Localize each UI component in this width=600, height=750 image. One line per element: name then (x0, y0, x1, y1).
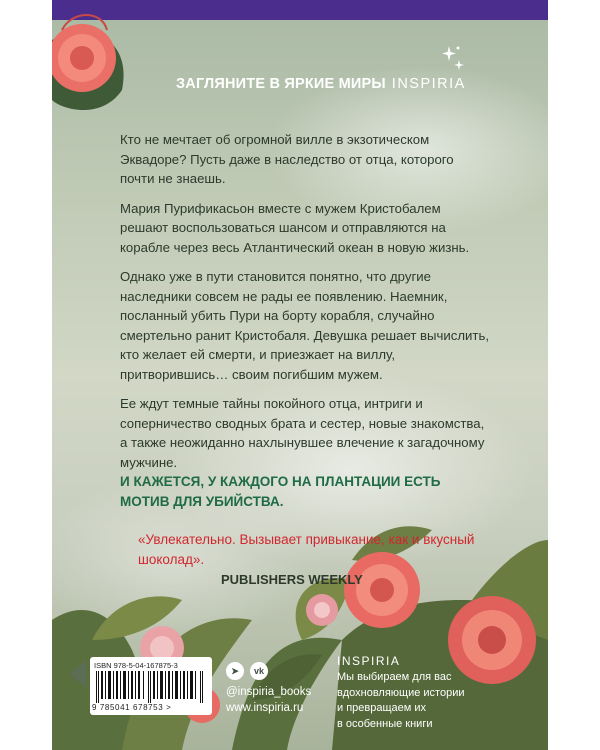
annotation-text (120, 130, 490, 482)
imprint-name: INSPIRIA (337, 654, 401, 668)
imprint-line-2: вдохновляющие истории (337, 686, 465, 699)
barcode-panel (90, 657, 212, 715)
annotation-paragraph-2: Мария Пурификасьон вместе с мужем Кристобалем решают воспользоваться шансом и отправляются на корабле через весь Атлантический океан в новую жизнь. (120, 200, 470, 255)
book-back-cover (52, 0, 548, 750)
vk-icon: vk (250, 662, 268, 680)
barcode (94, 671, 206, 703)
top-flower (52, 15, 124, 110)
website: www.inspiria.ru (226, 702, 304, 714)
imprint-description (337, 670, 507, 732)
annotation-paragraph-1: Кто не мечтает об огромной вилле в экзотическом Эквадоре? Пусть даже в наследство от отца, которого почти не знаешь. (120, 132, 454, 186)
review-quote: «Увлекательно. Вызывает привыкание, как и вкусный шоколад». (138, 532, 475, 567)
headline-brand: INSPIRIA (391, 76, 466, 92)
sparkle-icon (440, 44, 466, 74)
tagline: И КАЖЕТСЯ, У КАЖДОГО НА ПЛАНТАЦИИ ЕСТЬ МОТИВ ДЛЯ УБИЙСТВА. (120, 474, 441, 509)
headline-text: ЗАГЛЯНИТЕ В ЯРКИЕ МИРЫ (176, 76, 386, 92)
telegram-icon: ➤ (226, 662, 244, 680)
annotation-paragraph-4: Ее ждут темные тайны покойного отца, интриги и соперничество сводных брата и сестер, новые знакомства, а также неожиданно нахлынувшее влечение к загадочному мужчине. (120, 396, 485, 470)
social-handle: @inspiria_books (226, 686, 312, 698)
annotation-paragraph-3: Однако уже в пути становится понятно, что другие наследники совсем не рады ее появлению. Наемник, посланный убить Пури на борту корабля, случайно смертельно ранит Кристобаля. Девушка решает вычислить, кто желает ей смерти, и приезжает на виллу, притворившись… своим погибшим мужем. (120, 269, 489, 382)
imprint-line-4: в особенные книги (337, 717, 433, 730)
cover-flap-tab (70, 660, 86, 688)
imprint-line-3: и превращаем их (337, 702, 427, 714)
ean-digits: 9 785041 678753 > (92, 703, 172, 712)
imprint-line-1: Мы выбираем для вас (337, 671, 452, 683)
review-source: PUBLISHERS WEEKLY (221, 572, 363, 587)
isbn-text: ISBN 978-5-04-167875-3 (94, 661, 178, 670)
headline (176, 76, 466, 92)
